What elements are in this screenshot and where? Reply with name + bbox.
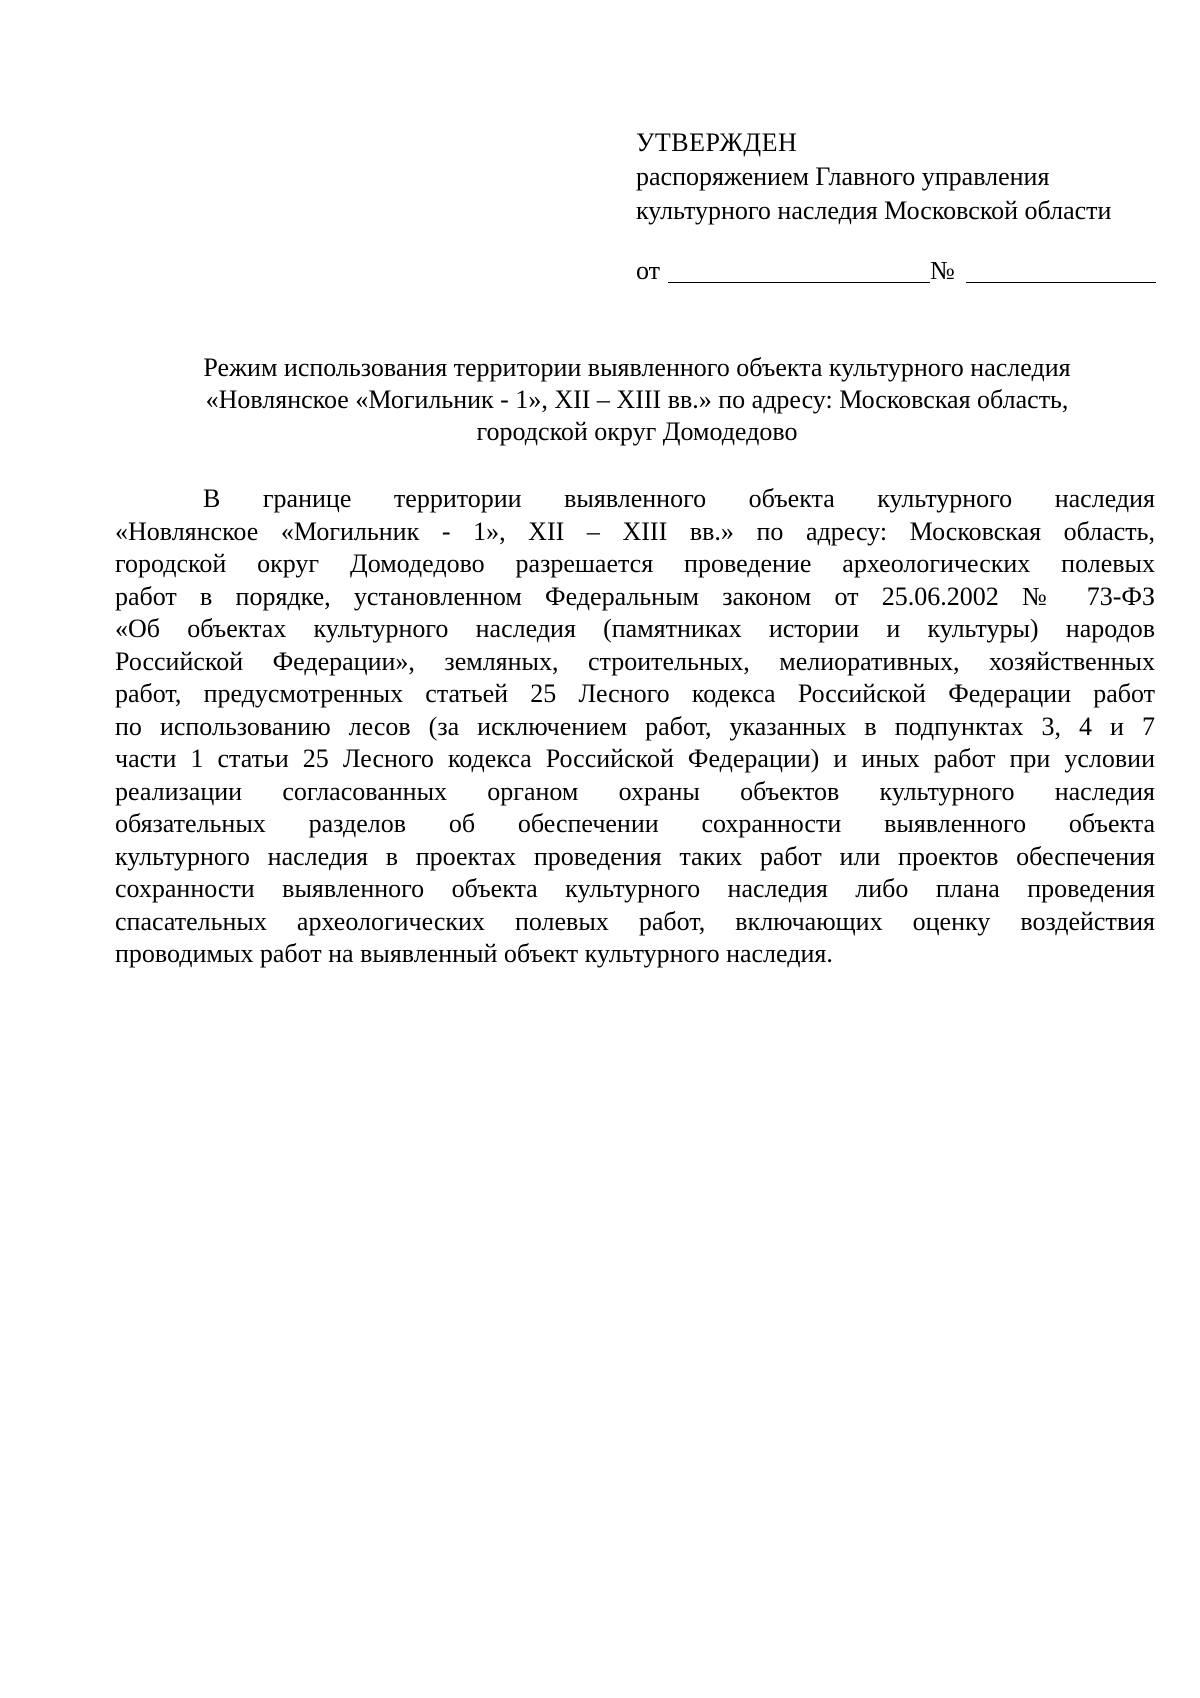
body-paragraph [115,483,1155,971]
body-line: обязательных разделов об обеспечении сохранности выявленного объекта [115,809,1155,838]
body-line: культурного наследия в проектах проведения таких работ или проектов обеспечения [115,841,1155,871]
body-line: «Об объектах культурного наследия (памятниках истории и культуры) народов [115,614,1155,643]
body-line: Российской Федерации», земляных, строительных, мелиоративных, хозяйственных [115,646,1155,676]
body-line: проводимых работ на выявленный объект культурного наследия. [115,939,833,968]
body-line: части 1 статьи 25 Лесного кодекса Российской Федерации) и иных работ при условии [115,744,1155,773]
body-line: «Новлянское «Могильник - 1», XII – XIII вв.» по адресу: Московская область, [115,516,1155,546]
approval-issuer-line-1: распоряжением Главного управления [636,162,1050,191]
approval-date-number-line [636,254,1156,288]
body-line: городской округ Домодедово разрешается проведение археологических полевых [115,549,1155,578]
approval-block [636,126,1156,228]
document-title [120,352,1154,448]
number-blank-underline [966,282,1156,283]
date-from-label: от [636,256,661,285]
body-line: реализации согласованных органом охраны объектов культурного наследия [115,776,1155,806]
body-line: сохранности выявленного объекта культурного наследия либо плана проведения [115,874,1155,903]
body-line: работ в порядке, установленном Федеральным законом от 25.06.2002 № 73-ФЗ [115,581,1155,611]
approval-issuer-line-2: культурного наследия Московской области [636,196,1112,225]
body-line: по использованию лесов (за исключением работ, указанных в подпунктах 3, 4 и 7 [115,711,1155,741]
body-line: работ, предусмотренных статьей 25 Лесного кодекса Российской Федерации работ [115,679,1155,708]
title-line: «Новлянское «Могильник - 1», XII – XIII вв.» по адресу: Московская область, [205,385,1069,414]
body-line: В границе территории выявленного объекта культурного наследия [203,484,1155,513]
number-sign-label: № [930,256,955,285]
body-line: спасательных археологических полевых работ, включающих оценку воздействия [115,906,1155,936]
title-line: городской округ Домодедово [476,417,798,446]
title-line: Режим использования территории выявленного объекта культурного наследия [203,353,1071,382]
date-blank-underline [668,282,930,283]
approval-heading: УТВЕРЖДЕН [636,128,798,157]
